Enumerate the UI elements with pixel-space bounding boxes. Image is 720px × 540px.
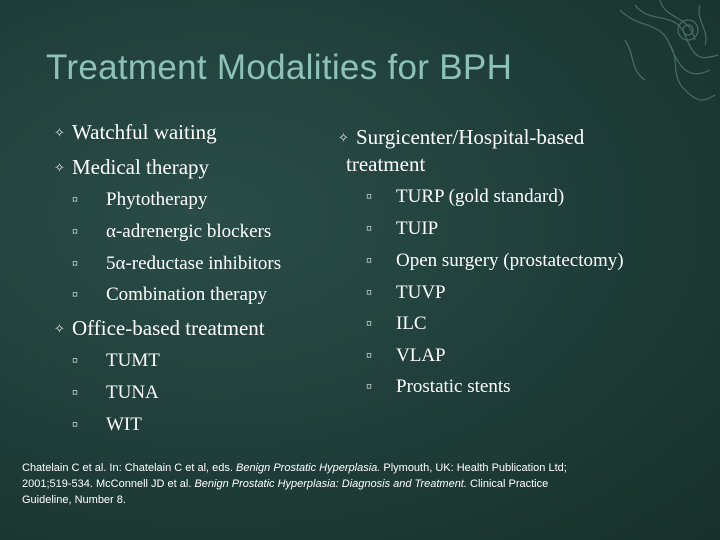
list-item-watchful-waiting: ✧ Watchful waiting — [54, 120, 217, 144]
currency-bullet-icon: ¤ — [72, 192, 78, 206]
currency-bullet-icon: ¤ — [366, 189, 372, 203]
list-item-tumt: ¤ TUMT — [72, 350, 160, 371]
list-item-wit: ¤ WIT — [72, 414, 142, 435]
list-item-combination-therapy: ¤ Combination therapy — [72, 284, 267, 305]
list-item-medical-therapy: ✧ Medical therapy — [54, 155, 210, 179]
list-item-office-based: ✧ Office-based treatment — [54, 316, 265, 340]
currency-bullet-icon: ¤ — [366, 221, 372, 235]
currency-bullet-icon: ¤ — [72, 287, 78, 301]
list-item-tuna: ¤ TUNA — [72, 382, 159, 403]
list-item-prostatic-stents: ¤ Prostatic stents — [366, 376, 511, 397]
list-item-5-alpha-reductase: ¤ 5α-reductase inhibitors — [72, 253, 282, 274]
list-item-turp: ¤ TURP (gold standard) — [366, 186, 565, 207]
list-item-tuip: ¤ TUIP — [366, 218, 439, 239]
diamond-bullet-icon: ✧ — [54, 321, 65, 336]
list-item-surgicenter-line2: treatment — [346, 152, 426, 176]
list-item-ilc: ¤ ILC — [366, 313, 427, 334]
currency-bullet-icon: ¤ — [72, 417, 78, 431]
currency-bullet-icon: ¤ — [366, 316, 372, 330]
diamond-bullet-icon: ✧ — [54, 125, 65, 140]
currency-bullet-icon: ¤ — [366, 253, 372, 267]
citation-footnote: Chatelain C et al. In: Chatelain C et al, eds. Benign Prostatic Hyperplasia. Plymouth, UK: Health Publication Ltd; 2001;519-534. McConnell JD et al. Benign Prostatic Hyperplasia: Diagnosis and Treatment. Clinical Practice Guideline, Number 8. — [22, 462, 567, 506]
list-item-phytotherapy: ¤ Phytotherapy — [72, 189, 208, 210]
list-item-surgicenter: ✧ Surgicenter/Hospital-based — [338, 125, 585, 149]
list-item-tuvp: ¤ TUVP — [366, 282, 446, 303]
slide-title: Treatment Modalities for BPH — [46, 48, 513, 87]
currency-bullet-icon: ¤ — [366, 285, 372, 299]
decorative-swirl-ornament — [600, 0, 720, 110]
currency-bullet-icon: ¤ — [72, 256, 78, 270]
currency-bullet-icon: ¤ — [72, 353, 78, 367]
diamond-bullet-icon: ✧ — [54, 160, 65, 175]
currency-bullet-icon: ¤ — [72, 224, 78, 238]
diamond-bullet-icon: ✧ — [338, 130, 349, 145]
list-item-alpha-blockers: ¤ α-adrenergic blockers — [72, 221, 272, 242]
list-item-vlap: ¤ VLAP — [366, 345, 446, 366]
list-item-open-surgery: ¤ Open surgery (prostatectomy) — [366, 250, 624, 271]
currency-bullet-icon: ¤ — [366, 379, 372, 393]
currency-bullet-icon: ¤ — [72, 385, 78, 399]
currency-bullet-icon: ¤ — [366, 348, 372, 362]
